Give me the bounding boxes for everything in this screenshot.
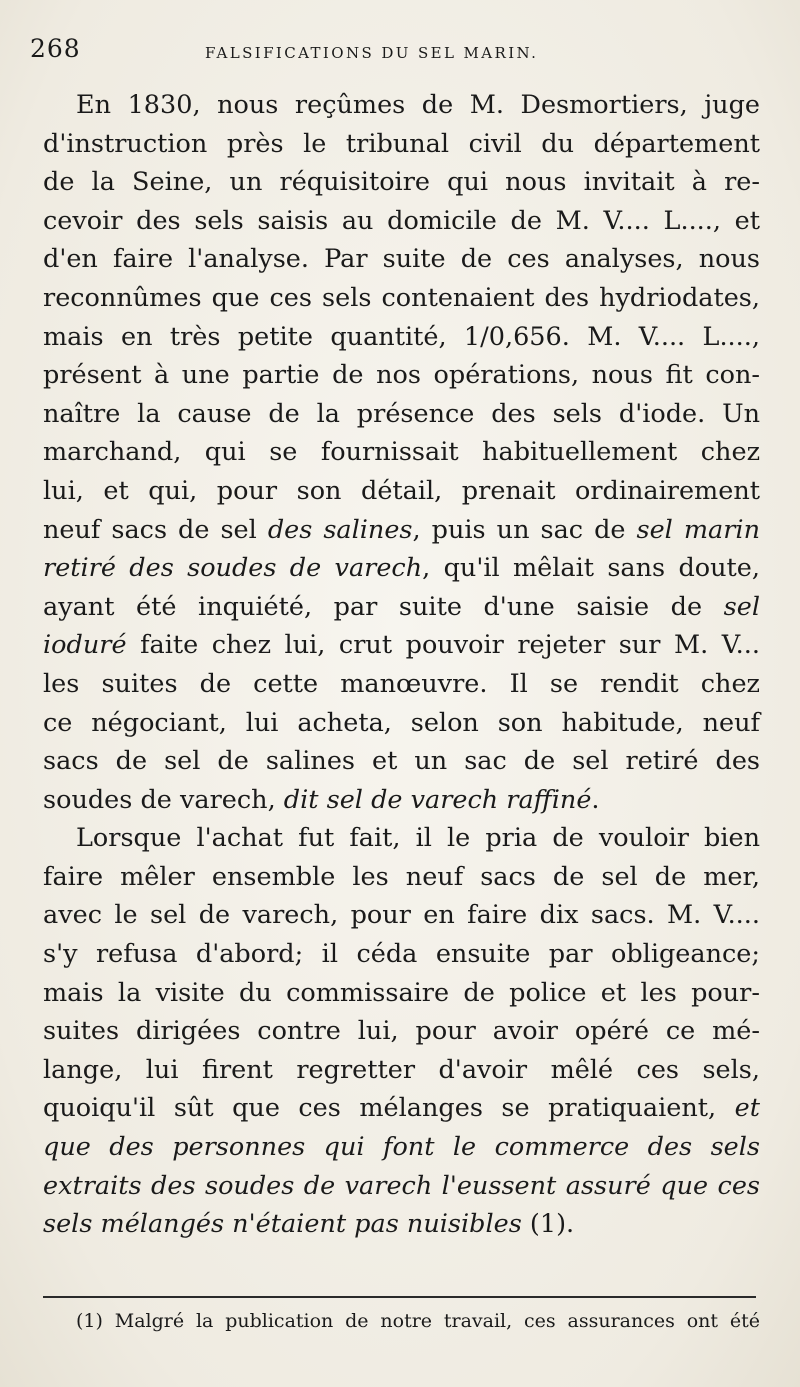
italic-text: extraits des soudes de varech l'eussent assuré que ces [43, 1170, 760, 1201]
text-run: ce négociant, lui acheta, selon son habitude, neuf [43, 707, 760, 738]
text-line [43, 240, 760, 279]
text-run: faite chez lui, crut pouvoir rejeter sur M. V... [126, 630, 760, 661]
text-run: d'en faire l'analyse. Par suite de ces analyses, nous [43, 244, 760, 275]
paragraph-2 [43, 819, 760, 1244]
text-line [43, 279, 760, 318]
text-line [43, 588, 760, 627]
text-line [43, 742, 760, 781]
text-line [43, 1167, 760, 1206]
italic-text: ioduré [43, 630, 127, 661]
text-run: marchand, qui se fournissait habituellement chez [43, 437, 760, 468]
text-run: cevoir des sels saisis au domicile de M. V.... L...., et [43, 205, 760, 236]
text-run: avec le sel de varech, pour en faire dix sacs. M. V.... [43, 900, 760, 931]
italic-text: sel [723, 591, 760, 622]
text-run: ayant été inquiété, par suite d'une saisie de [43, 591, 724, 622]
text-line [43, 1128, 760, 1167]
text-run: soudes de varech, [43, 784, 284, 815]
text-line [43, 935, 760, 974]
text-run: reconnûmes que ces sels contenaient des hydriodates, [43, 282, 760, 313]
text-run: (1). [521, 1209, 575, 1240]
footnote-rule [43, 1296, 756, 1298]
text-run: suites dirigées contre lui, pour avoir opéré ce mé- [43, 1016, 760, 1047]
page-header [30, 34, 760, 74]
text-run: En 1830, nous reçûmes de M. Desmortiers, juge [76, 90, 760, 120]
text-line [43, 86, 760, 125]
text-run: les suites de cette manœuvre. Il se rendit chez [43, 668, 760, 699]
text-line [43, 626, 760, 665]
text-run: de la Seine, un réquisitoire qui nous invitait à re- [43, 167, 760, 198]
text-line [43, 974, 760, 1013]
text-line [43, 896, 760, 935]
text-line [43, 1205, 760, 1244]
text-run: s'y refusa d'abord; il céda ensuite par obligeance; [43, 939, 760, 970]
text-run: naître la cause de la présence des sels d'iode. Un [43, 398, 760, 429]
text-run: neuf sacs de sel [43, 514, 268, 545]
text-line [43, 125, 760, 164]
text-line [43, 1012, 760, 1051]
text-run: présent à une partie de nos opérations, nous fit con- [43, 360, 760, 391]
text-line [43, 433, 760, 472]
paragraph-1 [43, 86, 760, 819]
text-run: lange, lui firent regretter d'avoir mêlé ces sels, [43, 1054, 760, 1085]
text-line [43, 1051, 760, 1090]
text-line [43, 202, 760, 241]
running-title: FALSIFICATIONS DU SEL MARIN. [205, 44, 539, 62]
footnote: (1) Malgré la publication de notre travail, ces assurances ont été [76, 1310, 760, 1332]
text-run: mais la visite du commissaire de police et les pour- [43, 977, 760, 1008]
italic-text: retiré des soudes de varech [43, 553, 423, 584]
italic-text: sels mélangés n'étaient pas nuisibles [43, 1209, 522, 1240]
text-line [43, 665, 760, 704]
text-run: , puis un sac de [412, 514, 637, 545]
text-line [43, 163, 760, 202]
italic-text: dit sel de varech raffiné [283, 784, 592, 815]
text-line [43, 704, 760, 743]
text-run: quoiqu'il sût que ces mélanges se pratiquaient, [43, 1093, 735, 1124]
text-line [43, 1089, 760, 1128]
text-line [43, 395, 760, 434]
text-run: d'instruction près le tribunal civil du département [43, 128, 760, 159]
italic-text: des salines [267, 514, 413, 545]
text-line [43, 356, 760, 395]
text-line [43, 472, 760, 511]
text-run: sacs de sel de salines et un sac de sel retiré des [43, 746, 760, 777]
italic-text: sel marin [636, 514, 760, 545]
text-run: Lorsque l'achat fut fait, il le pria de vouloir bien [76, 823, 760, 854]
text-run: . [591, 784, 600, 815]
text-line [43, 781, 760, 820]
text-run: faire mêler ensemble les neuf sacs de sel de mer, [43, 861, 760, 892]
body-text [43, 86, 760, 1244]
italic-text: que des personnes qui font le commerce des sels [43, 1132, 760, 1163]
text-line [43, 511, 760, 550]
page-number: 268 [30, 34, 81, 63]
text-run: lui, et qui, pour son détail, prenait ordinairement [43, 475, 760, 506]
text-line [43, 549, 760, 588]
text-line [43, 318, 760, 357]
text-line [43, 819, 760, 858]
text-line [43, 858, 760, 897]
text-run: mais en très petite quantité, 1/0,656. M. V.... L...., [43, 321, 760, 352]
text-run: , qu'il mêlait sans doute, [422, 553, 760, 584]
italic-text: et [734, 1093, 760, 1124]
